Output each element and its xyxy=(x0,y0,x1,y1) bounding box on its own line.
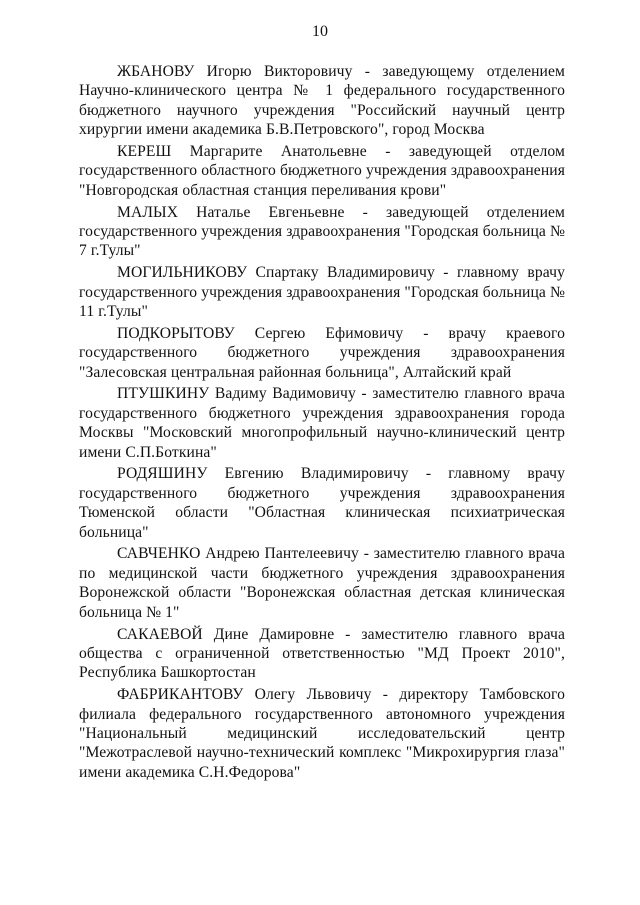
list-entry-malykh: МАЛЫХ Наталье Евгеньевне - заведующей отделением государственного учреждения здравоохранения "Городская больница № 7 г.Тулы" xyxy=(79,203,565,260)
page-number: 10 xyxy=(312,23,328,40)
list-entry-mogilnikov: МОГИЛЬНИКОВУ Спартаку Владимировичу - главному врачу государственного учреждения здравоохранения "Городская больница № 11 г.Тулы" xyxy=(79,264,565,321)
list-entry-podkorytov: ПОДКОРЫТОВУ Сергею Ефимовичу - врачу краевого государственного бюджетного учреждения здравоохранения "Залесовская центральная районная больница", Алтайский край xyxy=(79,324,565,381)
list-entry-zhbanov: ЖБАНОВУ Игорю Викторовичу - заведующему отделением Научно-клинического центра № 1 федерального государственного бюджетного научного учреждения "Российский научный центр хирургии имени академика Б.В.Петровского", город Москва xyxy=(79,63,565,139)
list-entry-savchenko: САВЧЕНКО Андрею Пантелеевичу - заместителю главного врача по медицинской части бюджетного учреждения здравоохранения Воронежской области "Воронежская областная детская клиническая больница № 1" xyxy=(79,545,565,621)
list-entry-ptushkin: ПТУШКИНУ Вадиму Вадимовичу - заместителю главного врача государственного бюджетного учреждения здравоохранения города Москвы "Московский многопрофильный научно-клинический центр имени С.П.Боткина" xyxy=(79,385,565,461)
list-entry-sakaeva: САКАЕВОЙ Дине Дамировне - заместителю главного врача общества с ограниченной ответственностью "МД Проект 2010", Республика Башкортостан xyxy=(79,625,565,682)
list-entry-keresh: КЕРЕШ Маргарите Анатольевне - заведующей отделом государственного областного бюджетного учреждения здравоохранения "Новгородская областная станция переливания крови" xyxy=(79,143,565,199)
list-entry-fabrikantov: ФАБРИКАНТОВУ Олегу Львовичу - директору Тамбовского филиала федерального государственного автономного учреждения "Национальный медицинский исследовательский центр "Межотраслевой научно-технический комплекс "Микрохирургия глаза" имени академика С.Н.Федорова" xyxy=(79,686,565,781)
list-entry-rodyashin: РОДЯШИНУ Евгению Владимировичу - главному врачу государственного бюджетного учреждения здравоохранения Тюменской области "Областная клиническая психиатрическая больница" xyxy=(79,465,565,541)
award-list xyxy=(79,62,565,785)
